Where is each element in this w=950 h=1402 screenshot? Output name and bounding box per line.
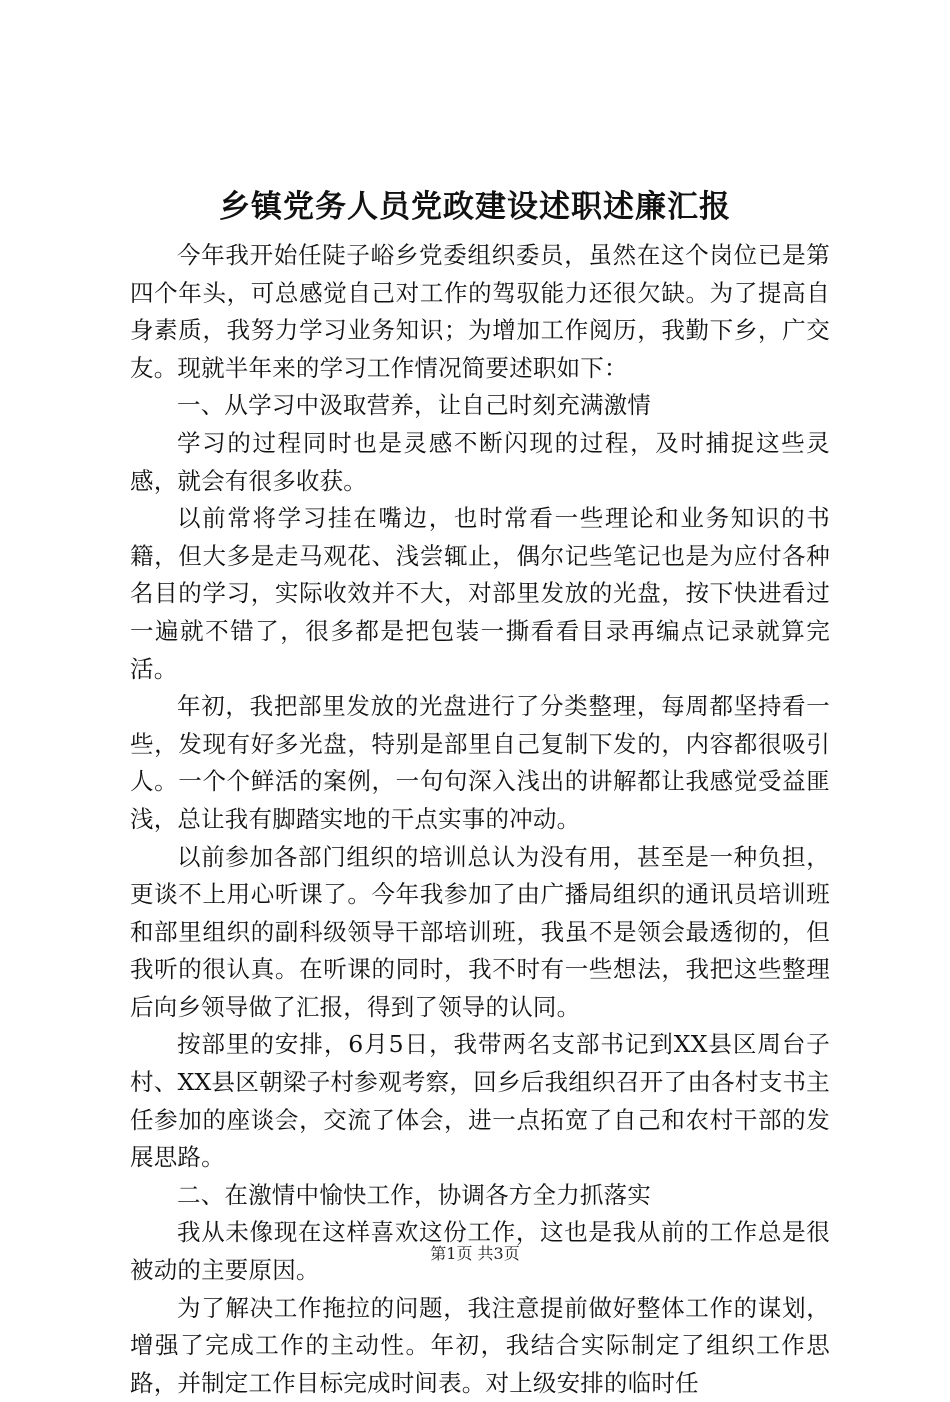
paragraph: 我从未像现在这样喜欢这份工作，这也是我从前的工作总是很被动的主要原因。 <box>130 1218 830 1285</box>
section-heading-2: 二、在激情中愉快工作，协调各方全力抓落实 <box>177 1180 651 1209</box>
paragraph: 以前常将学习挂在嘴边，也时常看一些理论和业务知识的书籍，但大多是走马观花、浅尝辄止，偶尔记些笔记也是为应付各种名目的学习，实际收效并不大，对部里发放的光盘，按下快进看过一遍就不错了，很多都是把包装一撕看看目录再编点记录就算完活。 <box>130 504 830 683</box>
page-footer: 第1页 共3页 <box>430 1244 520 1263</box>
paragraph: 为了解决工作拖拉的问题，我注意提前做好整体工作的谋划，增强了完成工作的主动性。年初，我结合实际制定了组织工作思路，并制定工作目标完成时间表。对上级安排的临时任 <box>130 1293 830 1397</box>
paragraph: 以前参加各部门组织的培训总认为没有用，甚至是一种负担，更谈不上用心听课了。今年我参加了由广播局组织的通讯员培训班和部里组织的副科级领导干部培训班，我虽不是领会最透彻的，但我听的很认真。在听课的同时，我不时有一些想法，我把这些整理后向乡领导做了汇报，得到了领导的认同。 <box>130 842 830 1021</box>
paragraph: 按部里的安排，6月5日，我带两名支部书记到XX县区周台子村、XX县区朝梁子村参观考察，回乡后我组织召开了由各村支书主任参加的座谈会，交流了体会，进一点拓宽了自己和农村干部的发展思路。 <box>130 1030 830 1172</box>
document-title: 乡镇党务人员党政建设述职述廉汇报 <box>219 189 731 225</box>
section-heading-1: 一、从学习中汲取营养，让自己时刻充满激情 <box>177 391 651 420</box>
document-body <box>130 237 830 1402</box>
paragraph: 年初，我把部里发放的光盘进行了分类整理，每周都坚持看一些，发现有好多光盘，特别是部里自己复制下发的，内容都很吸引人。一个个鲜活的案例，一句句深入浅出的讲解都让我感觉受益匪浅，总让我有脚踏实地的干点实事的冲动。 <box>130 692 830 833</box>
paragraph: 学习的过程同时也是灵感不断闪现的过程，及时捕捉这些灵感，就会有很多收获。 <box>130 428 830 495</box>
paragraph-intro: 今年我开始任陡子峪乡党委组织委员，虽然在这个岗位已是第四个年头，可总感觉自己对工作的驾驭能力还很欠缺。为了提高自身素质，我努力学习业务知识；为增加工作阅历，我勤下乡，广交友。现就半年来的学习工作情况简要述职如下： <box>130 241 830 382</box>
